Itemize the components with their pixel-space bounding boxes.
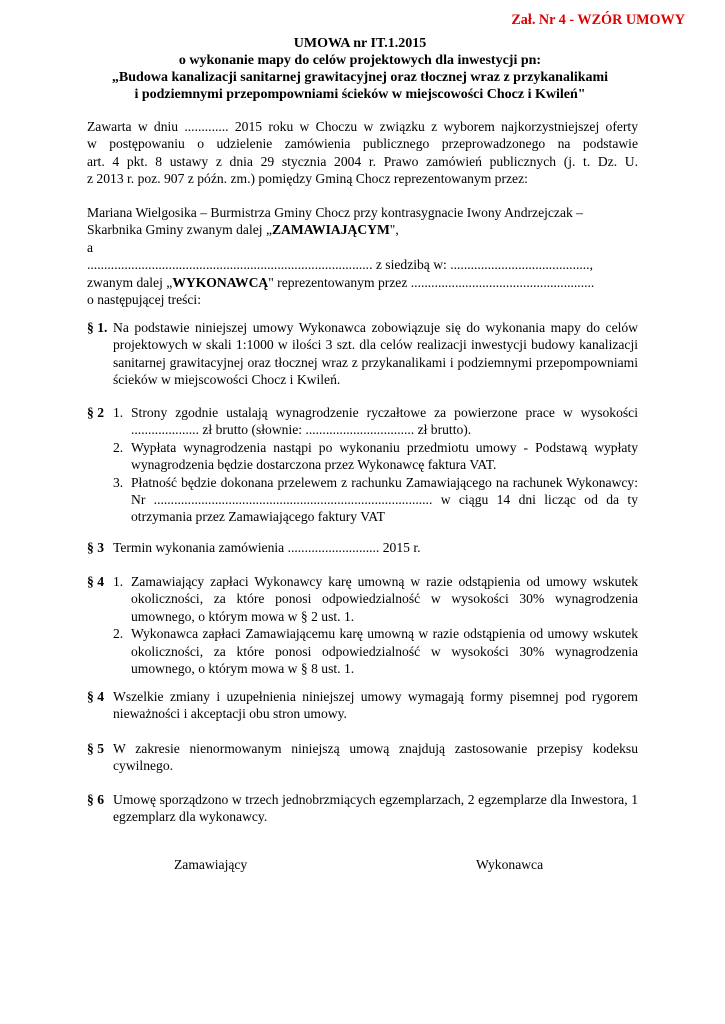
item-text: Płatność będzie dokonana przelewem z rachunku Zamawiającego na rachunek Wykonawcy: Nr .................................................................................. w ciągu 14 dni licząc od da ty otrzymania przez Zamawiającego faktury VAT [131, 474, 638, 525]
item-number: 2. [113, 439, 124, 455]
item-number: 3. [113, 474, 124, 490]
list-item [113, 625, 638, 677]
parties-line: Mariana Wielgosika – Burmistrza Gminy Chocz przy kontrasygnacie Iwony Andrzejczak – [87, 205, 583, 220]
item-text: Wykonawca zapłaci Zamawiającemu karę umowną w razie odstąpienia od umowy wskutek okoliczności, za które ponosi odpowiedzialność w wysokości 30% wynagrodzenia umownego, o którym mowa w § 8 ust. 1. [131, 626, 638, 677]
item-number: 1. [113, 574, 124, 589]
intro-line: z 2013 r. poz. 907 z późn. zm.) pomiędzy Gminą Chocz reprezentowanym przez: [87, 171, 528, 187]
intro-line: w postępowaniu o udzielenie zamówienia publicznego przeprowadzonego na podstawie [87, 136, 638, 152]
section-1 [87, 319, 638, 389]
contract-subject-line: o wykonanie mapy do celów projektowych dla inwestycji pn: [178, 53, 542, 68]
parties-line: o następującej treści: [87, 292, 201, 308]
investment-name-line-1: „Budowa kanalizacji sanitarnej grawitacyjnej oraz tłocznej wraz z przykanalikami [111, 70, 609, 85]
item-text: Strony zgodnie ustalają wynagrodzenie ryczałtowe za powierzone prace w wysokości .................... zł brutto (słownie: ................................ zł brutto). [131, 405, 638, 438]
section-items [113, 404, 638, 526]
section-text: Termin wykonania zamówienia ........................... 2015 r. [113, 540, 421, 555]
parties-text: Skarbnika Gminy zwanym dalej „ [87, 222, 272, 238]
section-5 [87, 740, 638, 775]
intro-line: Zawarta w dniu ............. 2015 roku w Choczu w związku z wyborem najkorzystniejszej oferty [87, 119, 638, 134]
section-text: Umowę sporządzono w trzech jednobrzmiących egzemplarzach, 2 egzemplarze dla Inwestora, 1 egzemplarz dla wykonawcy. [113, 792, 638, 825]
zamawiajacy-name: ZAMAWIAJĄCYM [271, 222, 390, 238]
section-text: Wszelkie zmiany i uzupełnienia niniejszej umowy wymagają formy pisemnej pod rygorem nieważności i akceptacji obu stron umowy. [113, 689, 638, 722]
section-number: § 4 [87, 689, 104, 704]
signature-zamawiajacy: Zamawiający [174, 857, 248, 872]
section-number: § 5 [87, 741, 104, 756]
wykonawca-name: WYKONAWCĄ [172, 274, 269, 290]
section-number: § 1. [87, 320, 108, 335]
section-items [113, 573, 638, 677]
list-item [113, 439, 638, 474]
parties-text: " reprezentowanym przez ...................................................... [268, 274, 595, 290]
parties-text: ", [389, 222, 399, 238]
section-number: § 6 [87, 792, 104, 807]
section-6 [87, 791, 638, 826]
list-item [113, 573, 638, 625]
contract-header [82, 35, 638, 103]
section-number: § 2 [87, 405, 104, 420]
section-4-penalties [87, 573, 638, 677]
list-item [113, 474, 638, 526]
list-item [113, 404, 638, 439]
attachment-label: Zał. Nr 4 - WZÓR UMOWY [511, 12, 685, 28]
item-text: Wypłata wynagrodzenia nastąpi po wykonaniu przedmiotu umowy - Podstawą wypłaty wynagrodzenia będzie dostarczona przez Wykonawcę faktura VAT. [131, 439, 638, 473]
section-text: Na podstawie niniejszej umowy Wykonawca zobowiązuje się do wykonania mapy do celów projektowych w skali 1:1000 w ilości 3 szt. dla celów realizacji inwestycji budowy kanalizacji sanitarnej grawitacyjnej oraz tłocznej wraz z przykanalikami i podziemnymi przepompowniami ścieków w miejscowości Chocz i Kwileń. [113, 320, 638, 388]
intro-paragraph [87, 118, 638, 188]
parties-line [87, 221, 638, 238]
parties-text: zwanym dalej „ [87, 274, 173, 290]
section-text: W zakresie nienormowanym niniejszą umową znajdują zastosowanie przepisy kodeksu cywilnego. [113, 741, 638, 774]
signature-wykonawca: Wykonawca [476, 857, 544, 872]
item-number: 2. [113, 626, 124, 642]
item-text: Zamawiający zapłaci Wykonawcy karę umowną w razie odstąpienia od umowy wskutek okoliczności, za które ponosi odpowiedzialność w wysokości 30% wynagrodzenia umownego, o którym mowa w § 2 ust. 1. [131, 574, 638, 624]
section-number: § 3 [87, 540, 104, 555]
parties-paragraph [87, 204, 638, 308]
intro-line: art. 4 pkt. 8 ustawy z dnia 29 stycznia 2004 r. Prawo zamówień publicznych (j. t. Dz. U. [87, 153, 638, 169]
parties-line [87, 274, 638, 291]
item-number: 1. [113, 405, 124, 420]
section-number: § 4 [87, 574, 104, 589]
parties-line: a [87, 239, 94, 255]
investment-name-line-2: i podziemnymi przepompowniami ścieków w miejscowości Chocz i Kwileń" [134, 87, 586, 102]
section-3 [87, 539, 638, 556]
contractor-fill-line: .................................................................................... z siedzibą w: ........................................., [87, 257, 593, 273]
section-2 [87, 404, 638, 526]
section-4-amendments [87, 688, 638, 723]
contract-title: UMOWA nr IT.1.2015 [293, 36, 427, 51]
